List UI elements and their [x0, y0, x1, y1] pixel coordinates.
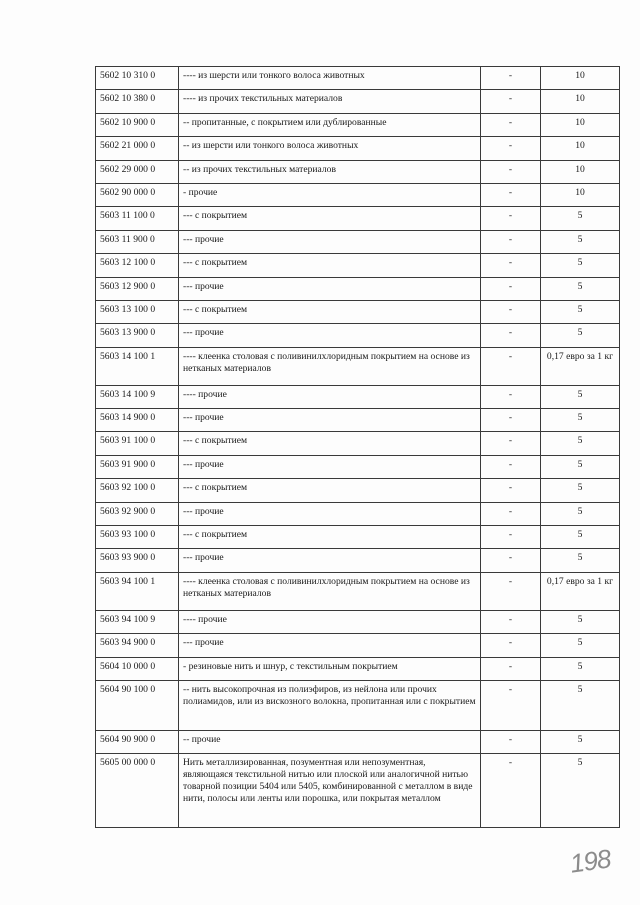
table-row	[96, 730, 620, 753]
rate-cell: 5	[541, 277, 620, 300]
dash-cell: -	[481, 754, 541, 828]
code-cell: 5603 14 100 1	[96, 347, 179, 385]
rate-cell: 10	[541, 67, 620, 90]
code-cell: 5603 11 100 0	[96, 207, 179, 230]
code-cell: 5604 10 000 0	[96, 657, 179, 680]
code-cell: 5602 10 900 0	[96, 113, 179, 136]
dash-cell: -	[481, 67, 541, 90]
table-row	[96, 137, 620, 160]
rate-cell: 0,17 евро за 1 кг	[541, 572, 620, 610]
rate-cell: 5	[541, 455, 620, 478]
code-cell: 5603 92 900 0	[96, 502, 179, 525]
description-cell: --- с покрытием	[179, 254, 481, 277]
description-cell: -- прочие	[179, 730, 481, 753]
dash-cell: -	[481, 526, 541, 549]
code-cell: 5603 12 100 0	[96, 254, 179, 277]
description-cell: ---- прочие	[179, 610, 481, 633]
code-cell: 5603 92 100 0	[96, 479, 179, 502]
code-cell: 5602 29 000 0	[96, 160, 179, 183]
description-cell: --- прочие	[179, 549, 481, 572]
table-row	[96, 610, 620, 633]
dash-cell: -	[481, 207, 541, 230]
description-cell: --- с покрытием	[179, 300, 481, 323]
description-cell: ---- клеенка столовая с поливинилхлоридным покрытием на основе из нетканых материалов	[179, 347, 481, 385]
rate-cell: 5	[541, 526, 620, 549]
dash-cell: -	[481, 137, 541, 160]
table-row	[96, 113, 620, 136]
code-cell: 5603 94 100 1	[96, 572, 179, 610]
dash-cell: -	[481, 160, 541, 183]
dash-cell: -	[481, 455, 541, 478]
table-row	[96, 347, 620, 385]
rate-cell: 5	[541, 549, 620, 572]
description-cell: --- с покрытием	[179, 432, 481, 455]
code-cell: 5603 11 900 0	[96, 230, 179, 253]
code-cell: 5603 93 100 0	[96, 526, 179, 549]
rate-cell: 5	[541, 324, 620, 347]
code-cell: 5602 10 380 0	[96, 90, 179, 113]
table-row	[96, 572, 620, 610]
table-row	[96, 409, 620, 432]
dash-cell: -	[481, 300, 541, 323]
dash-cell: -	[481, 254, 541, 277]
rate-cell: 10	[541, 183, 620, 206]
rate-cell: 5	[541, 479, 620, 502]
code-cell: 5603 13 100 0	[96, 300, 179, 323]
description-cell: -- нить высокопрочная из полиэфиров, из нейлона или прочих полиамидов, или из вискозного волокна, пропитанная или с покрытием	[179, 680, 481, 730]
rate-cell: 10	[541, 137, 620, 160]
rate-cell: 5	[541, 409, 620, 432]
code-cell: 5603 14 900 0	[96, 409, 179, 432]
rate-cell: 5	[541, 207, 620, 230]
description-cell: -- из прочих текстильных материалов	[179, 160, 481, 183]
code-cell: 5604 90 100 0	[96, 680, 179, 730]
table-row	[96, 680, 620, 730]
tariff-table-body	[96, 67, 620, 828]
dash-cell: -	[481, 324, 541, 347]
description-cell: --- с покрытием	[179, 479, 481, 502]
code-cell: 5602 21 000 0	[96, 137, 179, 160]
table-row	[96, 634, 620, 657]
description-cell: --- с покрытием	[179, 207, 481, 230]
rate-cell: 0,17 евро за 1 кг	[541, 347, 620, 385]
table-row	[96, 230, 620, 253]
table-row	[96, 455, 620, 478]
description-cell: Нить металлизированная, позументная или непозументная, являющаяся текстильной нитью или плоской или аналогичной нитью товарной позиции 5404 или 5405, комбинированной с металлом в виде нити, полосы или ленты или порошка, или покрытая металлом	[179, 754, 481, 828]
dash-cell: -	[481, 572, 541, 610]
dash-cell: -	[481, 634, 541, 657]
dash-cell: -	[481, 610, 541, 633]
code-cell: 5604 90 900 0	[96, 730, 179, 753]
code-cell: 5605 00 000 0	[96, 754, 179, 828]
description-cell: --- прочие	[179, 230, 481, 253]
rate-cell: 5	[541, 385, 620, 408]
description-cell: --- прочие	[179, 277, 481, 300]
rate-cell: 5	[541, 502, 620, 525]
table-row	[96, 657, 620, 680]
description-cell: --- прочие	[179, 409, 481, 432]
dash-cell: -	[481, 680, 541, 730]
description-cell: - прочие	[179, 183, 481, 206]
rate-cell: 5	[541, 300, 620, 323]
rate-cell: 5	[541, 680, 620, 730]
description-cell: --- прочие	[179, 502, 481, 525]
dash-cell: -	[481, 432, 541, 455]
code-cell: 5603 94 100 9	[96, 610, 179, 633]
page-number: 198	[568, 843, 613, 879]
table-row	[96, 254, 620, 277]
code-cell: 5603 13 900 0	[96, 324, 179, 347]
dash-cell: -	[481, 277, 541, 300]
table-row	[96, 324, 620, 347]
table-row	[96, 526, 620, 549]
rate-cell: 5	[541, 657, 620, 680]
code-cell: 5602 90 000 0	[96, 183, 179, 206]
code-cell: 5603 94 900 0	[96, 634, 179, 657]
rate-cell: 5	[541, 634, 620, 657]
dash-cell: -	[481, 479, 541, 502]
dash-cell: -	[481, 230, 541, 253]
description-cell: ---- прочие	[179, 385, 481, 408]
dash-cell: -	[481, 657, 541, 680]
dash-cell: -	[481, 347, 541, 385]
description-cell: ---- клеенка столовая с поливинилхлоридным покрытием на основе из нетканых материалов	[179, 572, 481, 610]
description-cell: ---- из прочих текстильных материалов	[179, 90, 481, 113]
table-row	[96, 277, 620, 300]
description-cell: --- прочие	[179, 634, 481, 657]
table-row	[96, 432, 620, 455]
rate-cell: 5	[541, 754, 620, 828]
code-cell: 5603 93 900 0	[96, 549, 179, 572]
rate-cell: 5	[541, 730, 620, 753]
rate-cell: 10	[541, 113, 620, 136]
table-row	[96, 300, 620, 323]
rate-cell: 5	[541, 610, 620, 633]
table-row	[96, 502, 620, 525]
table-row	[96, 479, 620, 502]
code-cell: 5603 91 100 0	[96, 432, 179, 455]
description-cell: - резиновые нить и шнур, с текстильным покрытием	[179, 657, 481, 680]
rate-cell: 5	[541, 254, 620, 277]
code-cell: 5603 91 900 0	[96, 455, 179, 478]
description-cell: --- прочие	[179, 455, 481, 478]
dash-cell: -	[481, 549, 541, 572]
code-cell: 5603 12 900 0	[96, 277, 179, 300]
rate-cell: 10	[541, 90, 620, 113]
table-row	[96, 183, 620, 206]
tariff-table	[95, 66, 620, 828]
dash-cell: -	[481, 385, 541, 408]
table-row	[96, 67, 620, 90]
rate-cell: 5	[541, 230, 620, 253]
description-cell: -- пропитанные, с покрытием или дублированные	[179, 113, 481, 136]
description-cell: --- прочие	[179, 324, 481, 347]
rate-cell: 5	[541, 432, 620, 455]
rate-cell: 10	[541, 160, 620, 183]
description-cell: ---- из шерсти или тонкого волоса животных	[179, 67, 481, 90]
dash-cell: -	[481, 113, 541, 136]
dash-cell: -	[481, 183, 541, 206]
dash-cell: -	[481, 502, 541, 525]
table-row	[96, 160, 620, 183]
dash-cell: -	[481, 90, 541, 113]
table-row	[96, 207, 620, 230]
dash-cell: -	[481, 730, 541, 753]
table-row	[96, 385, 620, 408]
code-cell: 5603 14 100 9	[96, 385, 179, 408]
table-row	[96, 90, 620, 113]
dash-cell: -	[481, 409, 541, 432]
description-cell: --- с покрытием	[179, 526, 481, 549]
table-row	[96, 549, 620, 572]
table-row	[96, 754, 620, 828]
description-cell: -- из шерсти или тонкого волоса животных	[179, 137, 481, 160]
code-cell: 5602 10 310 0	[96, 67, 179, 90]
